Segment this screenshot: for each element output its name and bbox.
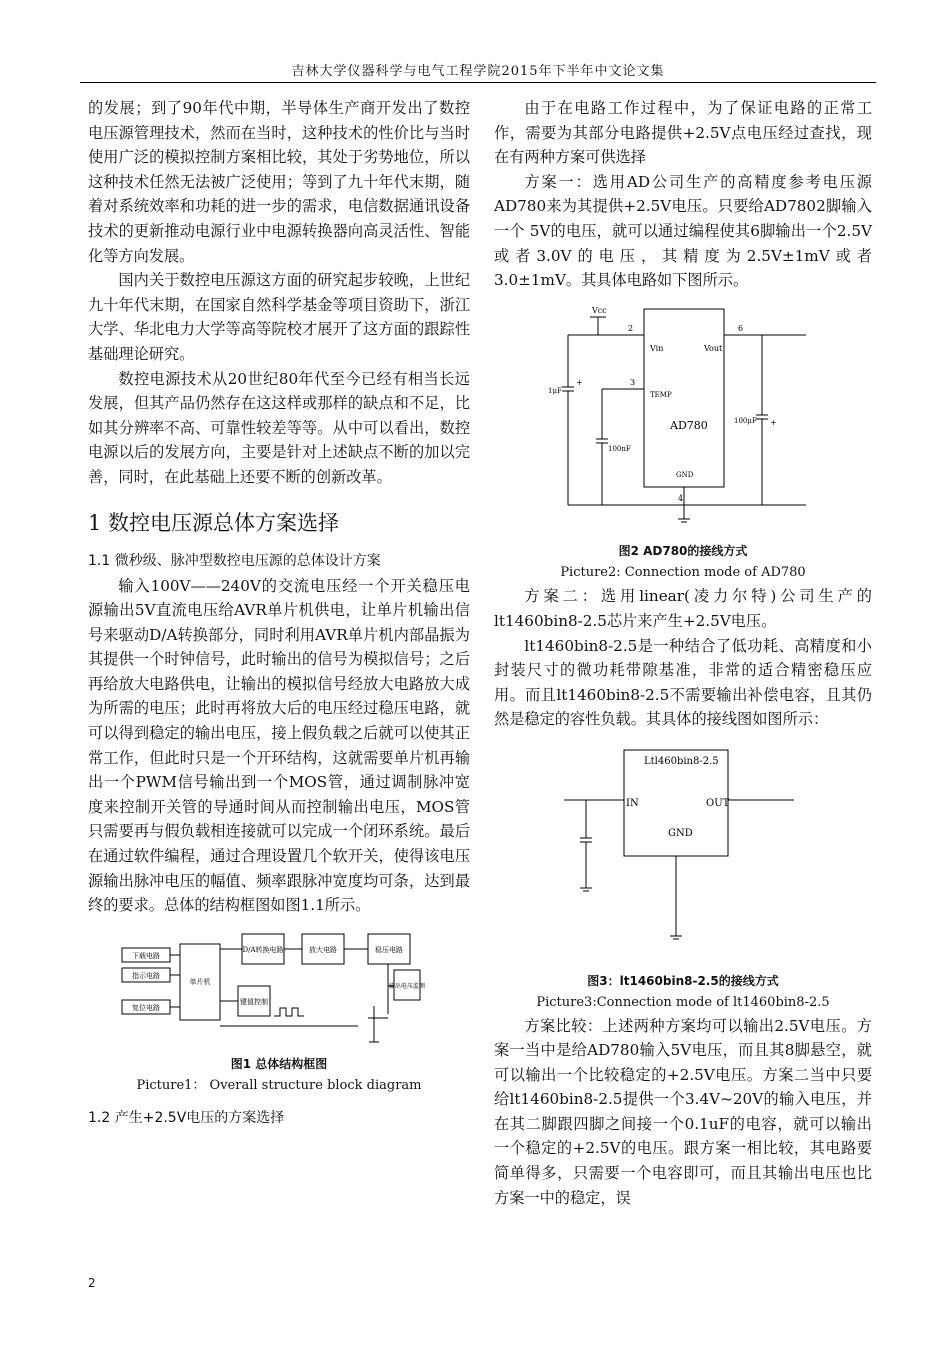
box-label: 单片机 xyxy=(189,977,211,986)
paragraph: 数控电源技术从20世纪80年代至今已经有相当长远发展，但其产品仍然存在这这样或那样的缺点和不足，比如其分辨率不高、可靠性较差等等。从中可以看出，数控电源以后的发展方向，主要是针对上述缺点不断的加以完善，同时，在此基础上还要不断的创新改革。 xyxy=(88,369,470,486)
label-plus: + xyxy=(576,377,583,387)
paragraph: 的发展；到了90年代中期，半导体生产商开发出了数控电压源管理技术，然而在当时，这种技术的性价比与当时使用广泛的模拟控制方案相比较，其处于劣势地位，所以这种技术任然无法被广泛使用；等到了九十年代末期，随着对系统效率和功耗的进一步的需求，电信数据通讯设备技术的更新推动电源行业中电源转换器向高灵活性、智能化等方向发展。 xyxy=(88,99,470,265)
paragraph: 方案比较：上述两种方案均可以输出2.5V电压。方案一当中是给AD780输入5V电压，而且其8脚悬空，就可以输出一个比较稳定的+2.5V电压。方案二当中只要给lt1460bin8-2.5提供一个3.4V~20V的输入电压，并在其二脚跟四脚之间接一个0.1uF的电容，就可以输出一个稳定的+2.5V的电压。跟方案一相比较，其电路要简单得多，只需要一个电容即可，而且其输出电压也比方案一中的稳定，误 xyxy=(494,1016,872,1207)
label-temp: TEMP xyxy=(650,390,672,399)
label-out: OUT xyxy=(706,797,730,809)
label-vcc: Vcc xyxy=(592,305,607,315)
paragraph: 国内关于数控电压源这方面的研究起步较晚，上世纪九十年代末期，在国家自然科学基金等项目资助下，浙江大学、华北电力大学等高等院校才展开了这方面的跟踪性基础理论研究。 xyxy=(88,271,470,363)
label-gnd: GND xyxy=(668,827,693,839)
box-label: 下载电路 xyxy=(132,951,160,960)
figure-caption-cn: 图1 总体结构框图 xyxy=(230,1057,328,1072)
box-label: 复位电路 xyxy=(132,1003,160,1012)
paragraph: 方案二：选用linear(凌力尔特)公司生产的lt1460bin8-2.5芯片来产生+2.5V电压。 xyxy=(494,587,872,630)
label-plus: + xyxy=(770,417,777,427)
ad780-circuit xyxy=(494,301,872,533)
box-label: 稳压电路 xyxy=(375,945,403,954)
lt1460-circuit xyxy=(494,740,872,962)
box-label: 指示电路 xyxy=(132,971,160,980)
figure-1 xyxy=(88,926,470,1098)
label-pin4: 4 xyxy=(678,493,684,503)
label-1uf: 1μF xyxy=(548,386,562,395)
label-100nf: 100nF xyxy=(608,444,631,453)
running-header: 吉林大学仪器科学与电气工程学院2015年下半年中文论文集 xyxy=(291,64,665,79)
right-column xyxy=(494,96,872,1210)
label-pin3: 3 xyxy=(630,377,636,387)
header-rule xyxy=(80,82,876,83)
box-label: 放大电路 xyxy=(309,945,337,954)
label-vout: Vout xyxy=(704,343,723,353)
box-label: 输出电压监测 xyxy=(388,982,426,990)
figure-caption-en: Picture3:Connection mode of lt1460bin8-2.5 xyxy=(536,994,830,1010)
section-heading: 1 数控电压源总体方案选择 xyxy=(88,510,340,535)
subsection-heading: 1.2 产生+2.5V电压的方案选择 xyxy=(88,1110,285,1127)
label-in: IN xyxy=(626,797,639,809)
label-chip: Ltl460bin8-2.5 xyxy=(644,755,719,767)
page-number: 2 xyxy=(88,1276,96,1290)
label-ad780: AD780 xyxy=(670,418,708,432)
label-pin2: 2 xyxy=(628,323,634,333)
paragraph: 输入100V——240V的交流电压经一个开关稳压电源输出5V直流电压给AVR单片机供电，让单片机输出信号来驱动D/A转换部分，同时利用AVR单片机内部晶振为其提供一个时钟信号，此时输出的信号为模拟信号；之后再给放大电路供电，让输出的模拟信号经放大电路放大成为所需的电压；此时再将放大后的电压经过稳压电路，就可以得到稳定的输出电压，接上假负载之后就可以使其正常工作，但此时只是一个开环结构，这就需要单片机再输出一个PWM信号输出到一个MOS管，通过调制脉冲宽度来控制开关管的导通时间从而控制输出电压，MOS管只需要再与假负载相连接就可以完成一个闭环系统。最后在通过软件编程，通过合理设置几个软开关，使得该电压源输出脉冲电压的幅值、频率跟脉冲宽度均可条，达到最终的要求。总体的结构框图如图1.1所示。 xyxy=(88,576,470,915)
subsection-heading: 1.1 微秒级、脉冲型数控电压源的总体设计方案 xyxy=(88,552,381,569)
figure-caption-cn: 图3：lt1460bin8-2.5的接线方式 xyxy=(587,973,779,988)
label-100uf: 100μF xyxy=(734,416,757,425)
left-column xyxy=(88,96,470,1131)
figure-2 xyxy=(494,301,872,585)
box-label: D/A转换电路 xyxy=(242,945,284,954)
paragraph: 方案一：选用AD公司生产的高精度参考电压源AD780来为其提供+2.5V电压。只要给AD7802脚输入一个 5V的电压，就可以通过编程使其6脚输出一个2.5V或者3.0V的电压，其精度为2.5V±1mV或者3.0±1mV。其具体电路如下图所示。 xyxy=(494,172,872,290)
box-label: 键值控制 xyxy=(240,997,268,1006)
figure-caption-cn: 图2 AD780的接线方式 xyxy=(618,544,748,559)
label-gnd: GND xyxy=(676,470,694,479)
label-pin6: 6 xyxy=(738,323,744,333)
figure-3 xyxy=(494,740,872,1014)
figure-caption-en: Picture2: Connection mode of AD780 xyxy=(560,565,806,581)
figure-caption-en: Picture1： Overall structure block diagram xyxy=(136,1078,422,1094)
block-diagram xyxy=(88,926,470,1046)
label-vin: Vin xyxy=(650,343,664,353)
paragraph: 由于在电路工作过程中，为了保证电路的正常工作，需要为其部分电路提供+2.5V点电压经过查找，现在有两种方案可供选择 xyxy=(494,99,872,167)
paragraph: lt1460bin8-2.5是一种结合了低功耗、高精度和小封装尺寸的微功耗带隙基准，非常的适合精密稳压应用。而且lt1460bin8-2.5不需要输出补偿电容，且其仍然是稳定的容性负载。其具体的接线图如图所示： xyxy=(494,636,872,729)
